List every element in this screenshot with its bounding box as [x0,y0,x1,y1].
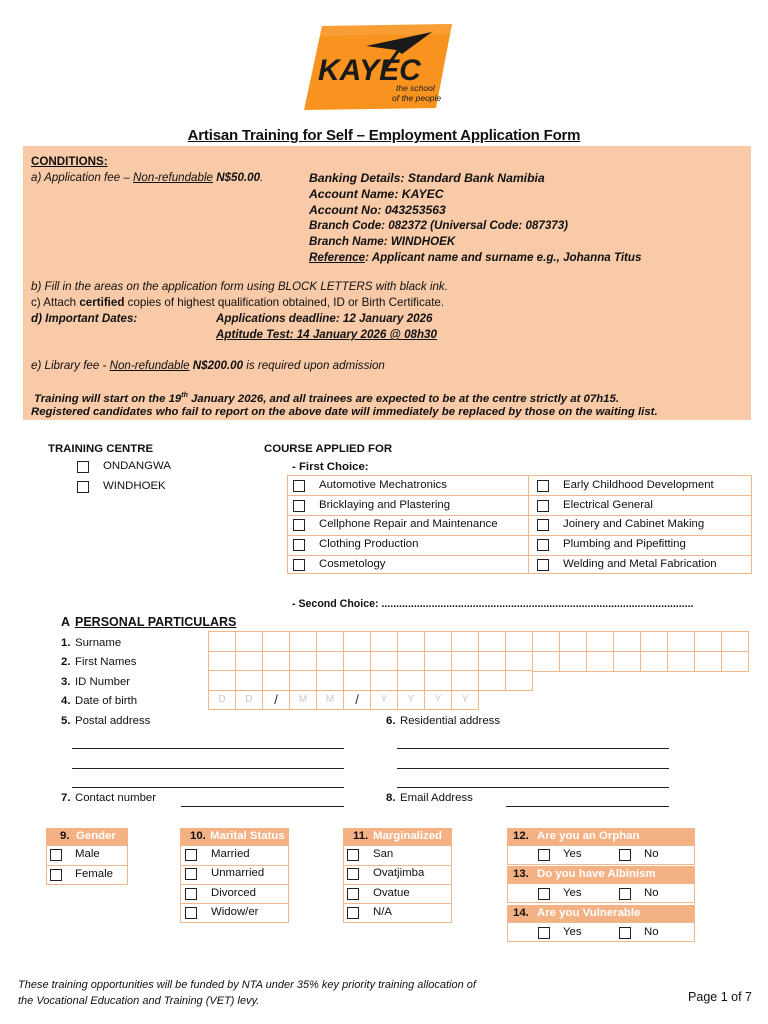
first-names-letter-box[interactable] [208,651,236,672]
surname-letter-box[interactable] [613,631,641,652]
dob-digit-box[interactable]: D [208,690,236,710]
postal-address-line[interactable] [72,787,344,788]
course-option-label: Electrical General [563,499,653,511]
logo-tagline-2: of the people [392,93,442,103]
marginalized-ovatue-checkbox[interactable] [347,888,359,900]
id-number-digit-box[interactable] [289,670,317,691]
dob-separator: / [343,690,371,710]
first-names-letter-box[interactable] [694,651,722,672]
marginalized-option-label: N/A [373,906,392,918]
course-option-label: Automotive Mechatronics [319,479,447,491]
section-title: PERSONAL PARTICULARS [75,615,237,629]
field-number: 8. [386,792,396,804]
vulnerable-yes-checkbox[interactable] [538,927,550,939]
training-centre-heading: TRAINING CENTRE [48,443,154,455]
orphan-yes-label: Yes [563,848,582,860]
first-names-letter-box[interactable] [424,651,452,672]
account-name: Account Name: KAYEC [309,187,444,201]
course-checkbox[interactable] [537,559,549,571]
logo-tagline-1: the school [396,83,435,93]
course-heading: COURSE APPLIED FOR [264,443,393,455]
field-number: 1. [61,637,71,649]
contact-number-label: Contact number [75,792,157,804]
condition-a: a) Application fee – Non-refundable N$50.00. [31,171,264,184]
course-option-label: Plumbing and Pipefitting [563,538,686,550]
id-number-digit-box[interactable] [235,670,263,691]
id-number-digit-box[interactable] [343,670,371,691]
first-names-letter-box[interactable] [343,651,371,672]
first-names-letter-box[interactable] [532,651,560,672]
albinism-box [507,883,695,903]
dob-digit-box[interactable]: Y [397,690,425,710]
id-number-label: ID Number [75,676,131,688]
first-names-letter-box[interactable] [370,651,398,672]
orphan-no-label: No [644,848,659,860]
condition-c: c) Attach certified copies of highest qualification obtained, ID or Birth Certificate. [31,296,445,309]
email-address-line[interactable] [506,806,669,807]
field-number: 7. [61,792,71,804]
marital-option-label: Widow/er [211,906,259,918]
orphan-box [507,845,695,865]
id-number-digit-box[interactable] [451,670,479,691]
dob-digit-box[interactable]: Y [451,690,479,710]
branch-name: Branch Name: WINDHOEK [309,235,456,248]
vulnerable-box [507,922,695,942]
vulnerable-no-label: No [644,926,659,938]
conditions-heading: CONDITIONS: [31,155,108,168]
first-names-letter-box[interactable] [451,651,479,672]
branch-code: Branch Code: 082372 (Universal Code: 087373) [309,219,569,232]
surname-letter-box[interactable] [667,631,695,652]
residential-address-line[interactable] [397,768,669,769]
bank-details: Banking Details: Standard Bank Namibia [309,171,545,185]
first-names-letter-box[interactable] [613,651,641,672]
surname-letter-box[interactable] [235,631,263,652]
first-names-letter-box[interactable] [235,651,263,672]
course-option-label: Cosmetology [319,558,386,570]
funding-note-line: These training opportunities will be funded by NTA under 35% key priority training allocation of [18,979,476,991]
course-option-label: Cellphone Repair and Maintenance [319,518,498,530]
gender-female-label: Female [75,868,113,880]
first-names-letter-box[interactable] [478,651,506,672]
orphan-no-checkbox[interactable] [619,849,631,861]
first-names-letter-box[interactable] [559,651,587,672]
contact-number-line[interactable] [181,806,344,807]
payment-reference: Reference: Applicant name and surname e.g., Johanna Titus [309,251,642,264]
course-checkbox[interactable] [537,500,549,512]
field-number: 2. [61,656,71,668]
albinism-yes-label: Yes [563,887,582,899]
first-choice-label: - First Choice: [292,461,369,473]
marginalized-box [343,845,452,923]
course-option-label: Bricklaying and Plastering [319,499,451,511]
surname-letter-box[interactable] [370,631,398,652]
vulnerable-header: 14. Are you Vulnerable [507,905,695,922]
condition-d-label: d) Important Dates: [31,312,138,325]
id-number-digit-box[interactable] [397,670,425,691]
id-number-digit-box[interactable] [478,670,506,691]
dob-separator: / [262,690,290,710]
surname-letter-box[interactable] [694,631,722,652]
form-title: Artisan Training for Self – Employment Application Form [187,127,581,144]
marital-married-checkbox[interactable] [185,849,197,861]
course-option-label: Clothing Production [319,538,419,550]
albinism-yes-checkbox[interactable] [538,888,550,900]
marginalized-header: 11. Marginalized [343,828,452,845]
field-number: 6. [386,715,396,727]
surname-letter-box[interactable] [721,631,749,652]
course-checkbox[interactable] [293,519,305,531]
first-names-letter-box[interactable] [262,651,290,672]
applications-deadline: Applications deadline: 12 January 2026 [216,312,433,325]
marital-option-label: Divorced [211,887,256,899]
email-address-label: Email Address [400,792,473,804]
orphan-yes-checkbox[interactable] [538,849,550,861]
surname-letter-box[interactable] [478,631,506,652]
postal-address-line[interactable] [72,768,344,769]
surname-letter-box[interactable] [451,631,479,652]
postal-address-label: Postal address [75,715,151,727]
surname-label: Surname [75,637,122,649]
course-checkbox[interactable] [537,480,549,492]
centre-ondangwa-label: ONDANGWA [103,460,171,472]
marginalized-san-checkbox[interactable] [347,849,359,861]
gender-male-checkbox[interactable] [50,849,62,861]
marital-unmarried-checkbox[interactable] [185,868,197,880]
marital-status-header: 10. Marital Status [180,828,289,845]
surname-letter-box[interactable] [532,631,560,652]
marginalized-ovatjimba-checkbox[interactable] [347,868,359,880]
surname-letter-box[interactable] [316,631,344,652]
vulnerable-no-checkbox[interactable] [619,927,631,939]
marginalized-option-label: Ovatjimba [373,867,425,879]
field-number: 5. [61,715,71,727]
first-names-letter-box[interactable] [667,651,695,672]
course-option-label: Welding and Metal Fabrication [563,558,717,570]
dob-digit-box[interactable]: Y [370,690,398,710]
course-option-label: Early Childhood Development [563,479,714,491]
field-number: 3. [61,676,71,688]
logo-wordmark: KAYEC [318,54,421,87]
dob-digit-box[interactable]: M [289,690,317,710]
marital-option-label: Married [211,848,250,860]
marital-option-label: Unmarried [211,867,265,879]
section-letter: A [61,615,71,629]
dob-digit-box[interactable]: D [235,690,263,710]
id-number-digit-box[interactable] [505,670,533,691]
training-start-notice: Training will start on the 19th January 2026, and all trainees are expected to be at the centre strictly at 07h15. [34,392,620,405]
course-checkbox[interactable] [293,559,305,571]
course-checkbox[interactable] [293,500,305,512]
first-names-letter-box[interactable] [505,651,533,672]
first-names-letter-box[interactable] [316,651,344,672]
first-names-letter-box[interactable] [640,651,668,672]
condition-e: e) Library fee - Non-refundable N$200.00 is required upon admission [31,359,385,372]
dob-digit-box[interactable]: Y [424,690,452,710]
id-number-digit-box[interactable] [208,670,236,691]
account-number: Account No: 043253563 [309,203,446,217]
albinism-no-checkbox[interactable] [619,888,631,900]
course-checkbox[interactable] [537,539,549,551]
vulnerable-yes-label: Yes [563,926,582,938]
albinism-header: 13. Do you have Albinism [507,866,695,883]
course-option-label: Joinery and Cabinet Making [563,518,705,530]
page-number: Page 1 of 7 [688,990,752,1004]
conditions-box [23,146,751,420]
gender-female-checkbox[interactable] [50,869,62,881]
first-names-letter-box[interactable] [586,651,614,672]
id-number-digit-box[interactable] [370,670,398,691]
kayec-logo [304,24,452,110]
surname-letter-box[interactable] [289,631,317,652]
course-checkbox[interactable] [537,519,549,531]
id-number-digit-box[interactable] [262,670,290,691]
marital-widower-checkbox[interactable] [185,907,197,919]
dob-label: Date of birth [75,695,138,707]
surname-letter-box[interactable] [262,631,290,652]
second-choice-field[interactable]: - Second Choice: .......................................................................................................... [292,598,694,610]
gender-male-label: Male [75,848,100,860]
replacement-notice: Registered candidates who fail to report on the above date will immediately be replaced by those on the waiting list. [31,406,658,418]
aptitude-test-date: Aptitude Test: 14 January 2026 @ 08h30 [216,328,437,341]
course-checkbox[interactable] [293,539,305,551]
id-number-digit-box[interactable] [424,670,452,691]
marginalized-option-label: San [373,848,394,860]
centre-windhoek-checkbox[interactable] [77,481,89,493]
albinism-no-label: No [644,887,659,899]
residential-address-line[interactable] [397,748,669,749]
gender-header: 9. Gender [46,828,128,845]
surname-letter-box[interactable] [559,631,587,652]
surname-letter-box[interactable] [505,631,533,652]
centre-ondangwa-checkbox[interactable] [77,461,89,473]
condition-b: b) Fill in the areas on the application form using BLOCK LETTERS with black ink. [31,280,448,293]
marital-divorced-checkbox[interactable] [185,888,197,900]
surname-letter-box[interactable] [343,631,371,652]
surname-letter-box[interactable] [208,631,236,652]
funding-note-line: the Vocational Education and Training (VET) levy. [18,995,260,1007]
orphan-header: 12. Are you an Orphan [507,828,695,845]
surname-letter-box[interactable] [640,631,668,652]
surname-letter-box[interactable] [397,631,425,652]
centre-windhoek-label: WINDHOEK [103,480,166,492]
surname-letter-box[interactable] [424,631,452,652]
funding-note [18,977,476,1009]
field-number: 4. [61,695,71,707]
dob-digit-box[interactable]: M [316,690,344,710]
residential-address-label: Residential address [400,715,501,727]
first-names-letter-box[interactable] [721,651,749,672]
marginalized-option-label: Ovatue [373,887,410,899]
course-checkbox[interactable] [293,480,305,492]
surname-letter-box[interactable] [586,631,614,652]
id-number-digit-box[interactable] [316,670,344,691]
postal-address-line[interactable] [72,748,344,749]
first-names-label: First Names [75,656,137,668]
residential-address-line[interactable] [397,787,669,788]
marginalized-na-checkbox[interactable] [347,907,359,919]
first-names-letter-box[interactable] [289,651,317,672]
first-names-letter-box[interactable] [397,651,425,672]
